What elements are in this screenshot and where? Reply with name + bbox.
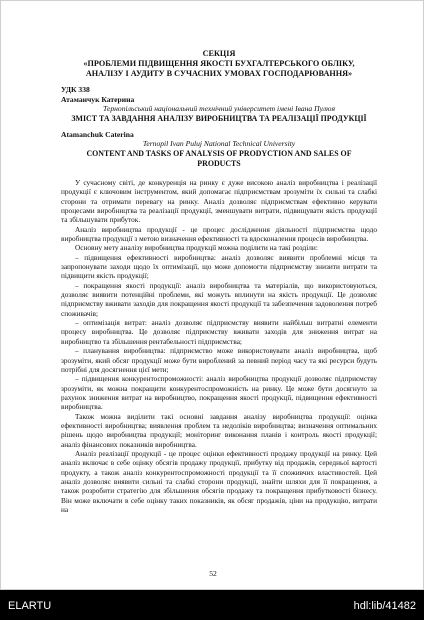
paragraph-3: Основну мету аналізу виробництва продукції можна поділити на такі розділи: (75, 243, 318, 253)
page-content (61, 49, 377, 514)
repository-footer (0, 590, 424, 620)
paragraph-sales: Аналіз реалізації продукції - це процес оцінки ефективності продажу продукції на ринку. Цей аналіз включає в себе оцінку обсягів продажу продукції, прибутку від продажів, середньої вартості продукту, а також аналіз конкурентоспроможності продукції та її споживчих властивостей. Цей аналіз дозволяє виявити сильні та слабкі сторони продукції, знайти шляхи для її покращення, а також розробити стратегію для збільшення обсягів продажу та покращення прибутковості бізнесу. Він може включати в себе оцінку таких показників, як обсяг продажів, ціни на продукцію, витрати на (61, 448, 377, 514)
handle-id: hdl:lib/41482 (353, 600, 416, 612)
list-item-efficiency: – підвищення ефективності виробництва: аналіз дозволяє виявити проблемні місця та запропонувати заходи щодо їх оптимізації, що може допомогти підприємству знизити витрати та підвищити якість продукції; (61, 252, 377, 281)
list-item-quality: – покращення якості продукції: аналіз виробництва та матеріалів, що використовуються, дозволяє виявити потенційні проблеми, які можуть вплинути на якість продукції. Це дозволяє підприємству вживати заходів для покращення якості продукції та забезпечення задоволення потреб споживачів; (61, 280, 377, 318)
title-en-line2: PRODUCTS (197, 158, 241, 168)
page-number: 52 (209, 569, 217, 578)
list-item-costs: – оптимізація витрат: аналіз дозволяє підприємству виявити найбільш витратні елементи процесу виробництва. Це дозволяє підприємству вживати заходів для зниження витрат на виробництво та збільшення рентабельності підприємства; (61, 318, 377, 346)
section-name-line2: АНАЛІЗУ І АУДИТУ В СУЧАСНИХ УМОВАХ ГОСПОДАРЮВАННЯ» (85, 69, 353, 78)
author-ua: Атаманчук Катерина (61, 94, 135, 104)
title-en-line1: CONTENT AND TASKS OF ANALYSIS OF PRODYCTION AND SALES OF (86, 148, 352, 158)
paragraph-1: У сучасному світі, де конкуренція на ринку є дуже високою аналіз виробництва і реалізації продукції є ключовим інструментом, який допомагає підприємствам зрозуміти їх сильні та слабкі сторони та отримати перевагу на ринку. Аналіз дозволяє підприємствам ефективно керувати процесами виробництва та реалізації продукції, зменшувати витрати, підвищувати якість продукції та збільшувати прибуток. (61, 177, 377, 225)
paragraph-2: Аналіз виробництва продукції - це процес дослідження діяльності підприємства щодо виробництва продукції з метою визначення ефективності та вдосконалення процесів виробництва. (61, 224, 377, 244)
udc-code: УДК 338 (61, 85, 90, 94)
paragraph-tasks: Також можна виділити такі основні завдання аналізу виробництва продукції: оцінка ефективності виробництва; виявлення проблем та недоліків виробництва; визначення оптимальних рішень щодо виробництва продукції; моніторинг виконання планів і контроль якості продукції; аналіз фінансових показників виробництва. (61, 411, 377, 449)
affiliation-ua: Тернопільський національний технічний університет імені Івана Пулюя (103, 104, 335, 114)
list-item-planning: – планування виробництва: підприємство може використовувати аналіз виробництва, щоб зрозуміти, який обсяг продукції може бути вироблений за певний період часу та які ресурси будуть потрібні для досягнення цієї мети; (61, 346, 377, 374)
repository-name: ELARTU (8, 600, 52, 612)
author-en: Atamanchuk Caterina (61, 129, 134, 139)
section-name-line1: «ПРОБЛЕМИ ПІДВИЩЕННЯ ЯКОСТІ БУХГАЛТЕРСЬКОГО ОБЛІКУ, (83, 59, 355, 68)
affiliation-en: Ternopil Ivan Puluj National Technical University (142, 139, 296, 149)
list-item-competitiveness: – підвищення конкурентоспроможності: аналіз виробництва продукції дозволяє підприємству зрозуміти, як можна покращити конкурентоспроможність на ринку. Це може бути досягнуто за рахунок зниження витрат на виробництво, покращення якості продукції, підвищення ефективності виробництва. (61, 374, 377, 412)
article-body (61, 178, 377, 514)
section-label: СЕКЦІЯ (202, 49, 236, 58)
title-ua: ЗМІСТ ТА ЗАВДАННЯ АНАЛІЗУ ВИРОБНИЦТВА ТА РЕАЛІЗАЦІЇ ПРОДУКЦІЇ (71, 113, 367, 123)
